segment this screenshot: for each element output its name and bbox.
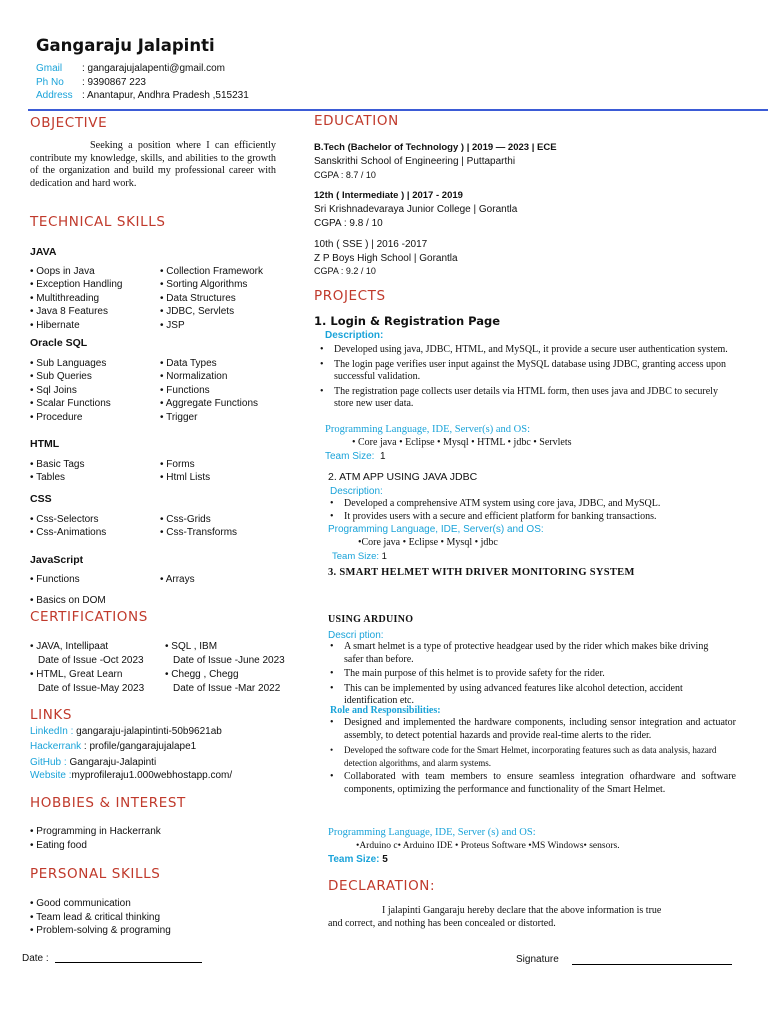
certifications-heading: CERTIFICATIONS	[30, 609, 148, 625]
contact-phone	[36, 76, 146, 89]
edu-btech-cgpa: CGPA : 8.7 / 10	[314, 170, 376, 180]
project3-env: •Arduino c• Arduino IDE • Proteus Software •MS Windows• sensors.	[356, 841, 620, 851]
html-skill: • Basic Tags	[30, 459, 85, 470]
declaration-line-1: I jalapinti Gangaraju hereby declare that the above information is true	[382, 905, 662, 916]
css-skill: • Css-Animations	[30, 527, 107, 539]
sql-skill: • Data Types	[160, 358, 217, 369]
hackerrank-value: : profile/gangarajujalape1	[81, 741, 197, 752]
cert-html-date: Date of Issue-May 2023	[38, 683, 145, 694]
project1-env-label: Programming Language, IDE, Server(s) and OS:	[325, 424, 530, 435]
cert-sql: • SQL , IBM	[165, 641, 218, 652]
project3-team-size: 5	[382, 854, 388, 865]
cert-java: • JAVA, Intellipaat	[30, 641, 109, 652]
sql-skill: • Aggregate Functions	[160, 398, 259, 410]
js-skill: • Basics on DOM	[30, 595, 106, 606]
link-hackerrank[interactable]	[30, 740, 196, 753]
project1-team-label: Team Size:	[325, 451, 375, 462]
project1-point: • The login page verifies user input against the MySQL database using JDBC, granting access upon successful validation.	[320, 359, 738, 384]
sql-skill: • Normalization	[160, 371, 228, 383]
signature-label: Signature	[516, 954, 559, 965]
project3-team	[328, 853, 388, 866]
phone-value: : 9390867 223	[82, 77, 146, 88]
sql-skill: • Procedure	[30, 411, 83, 423]
css-heading: CSS	[30, 493, 52, 505]
css-skill: • Css-Transforms	[160, 527, 238, 539]
project3-team-label: Team Size:	[328, 854, 380, 865]
java-skill: • Data Structures	[160, 292, 236, 304]
github-label: GitHub :	[30, 757, 67, 768]
java-skill: • Oops in Java	[30, 266, 95, 277]
project3-subtitle: USING ARDUINO	[328, 614, 414, 625]
link-linkedin[interactable]	[30, 725, 222, 738]
objective-heading: OBJECTIVE	[30, 115, 108, 131]
project1-team	[325, 450, 386, 463]
js-skill: • Arrays	[160, 574, 195, 585]
contact-address	[36, 89, 249, 102]
sql-skill: • Sql Joins	[30, 384, 77, 396]
address-value: : Anantapur, Andhra Pradesh ,515231	[82, 90, 249, 101]
project3-point: • A smart helmet is a type of protective headgear used by the rider which makes bike driving safer than before.	[330, 641, 726, 666]
edu-btech-school: Sanskrithi School of Engineering | Puttaparthi	[314, 156, 516, 167]
project2-title: 2. ATM APP USING JAVA JDBC	[328, 471, 478, 483]
date-label: Date :	[22, 953, 49, 964]
javascript-heading: JavaScript	[30, 554, 84, 566]
personal-skill-item: • Team lead & critical thinking	[30, 912, 161, 923]
java-skill: • Multithreading	[30, 292, 100, 304]
sql-skill: • Scalar Functions	[30, 398, 111, 410]
css-skill-list	[30, 513, 290, 540]
sql-skill: • Functions	[160, 384, 210, 396]
gmail-label: Gmail	[36, 63, 63, 74]
link-github[interactable]	[30, 756, 156, 769]
java-skill: • Hibernate	[30, 319, 80, 331]
hackerrank-label: Hackerrank	[30, 741, 82, 752]
project3-description-label: Descri ption:	[328, 630, 384, 641]
phone-label: Ph No	[36, 77, 64, 88]
project2-point: • Developed a comprehensive ATM system using core java, JDBC, and MySQL.	[330, 498, 740, 511]
project2-team	[332, 550, 387, 563]
project1-point: • The registration page collects user details via HTML form, then uses java and JDBC to securely store new user data.	[320, 386, 738, 411]
cert-html: • HTML, Great Learn	[30, 669, 123, 680]
oracle-sql-heading: Oracle SQL	[30, 337, 88, 349]
js-skill: • Functions	[30, 574, 80, 585]
project3-roles	[330, 717, 736, 797]
cert-chegg: • Chegg , Chegg	[165, 669, 239, 680]
project2-team-size: 1	[381, 551, 387, 562]
js-skill-list	[30, 573, 290, 586]
css-skill: • Css-Grids	[160, 514, 211, 525]
projects-heading: PROJECTS	[314, 288, 386, 304]
objective-text	[30, 140, 276, 190]
project3-point: • This can be implemented by using advanced features like alcohol detection, accident identification etc.	[330, 683, 726, 708]
technical-skills-heading: TECHNICAL SKILLS	[30, 214, 166, 230]
github-value: Gangaraju-Jalapinti	[66, 757, 157, 768]
project1-point: • Developed using java, JDBC, HTML, and MySQL, it provide a secure user authentication system.	[320, 344, 738, 357]
education-heading: EDUCATION	[314, 113, 399, 129]
project1-team-size: 1	[380, 451, 386, 462]
edu-10th-school: Z P Boys High School | Gorantla	[314, 253, 458, 264]
html-skill: • Tables	[30, 472, 66, 484]
hobby-item: • Programming in Hackerrank	[30, 826, 161, 837]
project2-env: •Core java • Eclipse • Mysql • jdbc	[358, 537, 498, 548]
declaration-line-2: and correct, and nothing has been concealed or distorted.	[328, 918, 556, 929]
objective-body: Seeking a position where I can efficiently contribute my knowledge, skills, and abilities to the growth of the organization and build my professional career with dedication and hard work.	[30, 140, 276, 189]
sql-skill: • Sub Languages	[30, 358, 107, 369]
project2-env-label: Programming Language, IDE, Server(s) and OS:	[328, 524, 544, 535]
signature-line	[572, 964, 732, 965]
gmail-value: : gangarajujalapenti@gmail.com	[82, 63, 226, 74]
java-skill: • JSP	[160, 319, 185, 331]
project2-point: • It provides users with a secure and efficient platform for banking transactions.	[330, 511, 740, 524]
declaration-heading: DECLARATION:	[328, 878, 436, 894]
sql-skill: • Trigger	[160, 411, 198, 423]
project1-points	[320, 344, 738, 411]
project2-points	[330, 498, 740, 523]
project2-team-label: Team Size:	[332, 551, 379, 562]
hobby-item: • Eating food	[30, 840, 87, 851]
html-skill: • Html Lists	[160, 472, 211, 484]
java-skill: • Sorting Algorithms	[160, 279, 248, 291]
project3-env-label: Programming Language, IDE, Server (s) and OS:	[328, 827, 536, 838]
html-skill-list	[30, 458, 290, 485]
css-skill: • Css-Selectors	[30, 514, 99, 525]
contact-gmail	[36, 62, 225, 75]
cert-java-date: Date of Issue -Oct 2023	[38, 655, 144, 666]
website-label: Website :	[30, 770, 72, 781]
java-skill: • JDBC, Servlets	[160, 306, 235, 318]
java-skill: • Exception Handling	[30, 279, 123, 291]
header-rule	[28, 109, 768, 111]
edu-12th-school: Sri Krishnadevaraya Junior College | Gorantla	[314, 204, 518, 215]
java-heading: JAVA	[30, 246, 57, 258]
project2-description-label: Description:	[330, 486, 383, 497]
java-skill-list	[30, 265, 290, 332]
links-heading: LINKS	[30, 707, 73, 723]
project1-description-label: Description:	[325, 330, 384, 341]
project3-role: • Collaborated with team members to ensure seamless integration ofhardware and software components, optimizing the performance and functionality of the Smart Helmet.	[330, 771, 736, 796]
html-heading: HTML	[30, 438, 60, 450]
cert-chegg-date: Date of Issue -Mar 2022	[173, 683, 281, 694]
project3-role-label: Role and Responsibilities:	[330, 705, 441, 716]
edu-12th-heading: 12th ( Intermediate ) | 2017 - 2019	[314, 190, 463, 201]
link-website[interactable]	[30, 769, 232, 782]
project3-points	[330, 641, 726, 708]
personal-skill-item: • Problem-solving & programing	[30, 925, 171, 936]
candidate-name: Gangaraju Jalapinti	[36, 36, 215, 55]
edu-btech-heading: B.Tech (Bachelor of Technology ) | 2019 — 2023 | ECE	[314, 142, 557, 153]
date-line	[55, 962, 202, 963]
edu-12th-cgpa: CGPA : 9.8 / 10	[314, 218, 383, 229]
java-skill: • Collection Framework	[160, 266, 263, 277]
html-skill: • Forms	[160, 459, 195, 470]
linkedin-value: gangaraju-jalapintinti-50b9621ab	[73, 726, 222, 737]
edu-10th-cgpa: CGPA : 9.2 / 10	[314, 266, 376, 276]
address-label: Address	[36, 90, 73, 101]
java-skill: • Java 8 Features	[30, 306, 108, 318]
project1-title: 1. Login & Registration Page	[314, 314, 501, 328]
edu-10th-heading: 10th ( SSE ) | 2016 -2017	[314, 239, 428, 250]
project3-title: 3. SMART HELMET WITH DRIVER MONITORING SYSTEM	[328, 567, 635, 578]
personal-skill-item: • Good communication	[30, 898, 131, 909]
project3-role: • Developed the software code for the Smart Helmet, incorporating features such as data analysis, hazard detection algorithms, and alarm systems.	[330, 744, 736, 769]
linkedin-label: LinkedIn :	[30, 726, 74, 737]
personal-skills-heading: PERSONAL SKILLS	[30, 866, 161, 882]
project1-env: • Core java • Eclipse • Mysql • HTML • jdbc • Servlets	[352, 437, 572, 448]
project3-role: • Designed and implemented the hardware components, including sensor integration and actuator assembly, to detect potential hazards and provide real-time alerts to the rider.	[330, 717, 736, 742]
hobbies-heading: HOBBIES & INTEREST	[30, 795, 186, 811]
project3-point: • The main purpose of this helmet is to provide safety for the rider.	[330, 668, 726, 681]
sql-skill-list	[30, 357, 290, 424]
website-value: myprofileraju1.000webhostapp.com/	[71, 770, 233, 781]
sql-skill: • Sub Queries	[30, 371, 92, 383]
cert-sql-date: Date of Issue -June 2023	[173, 655, 285, 666]
